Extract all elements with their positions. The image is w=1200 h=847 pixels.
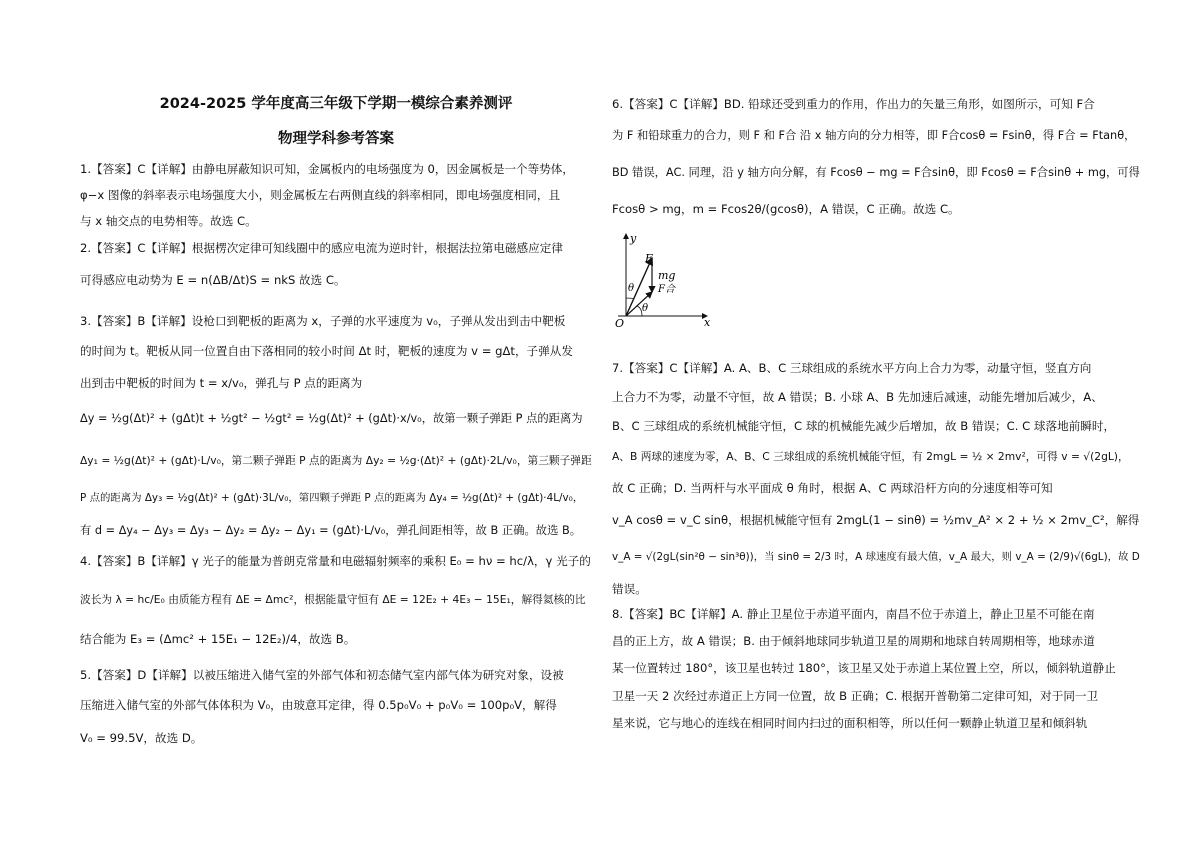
answer-2-line-1: 2.【答案】C【详解】根据楞次定律可知线圈中的感应电流为逆时针，根据法拉第电磁感应定律 <box>80 241 563 255</box>
label-origin: O <box>615 317 625 328</box>
vector-F-he <box>626 292 652 316</box>
answer-1-line-1: 1.【答案】C【详解】由静电屏蔽知识可知，金属板内的电场强度为 0，因金属板是一个等势体， <box>80 162 574 176</box>
answer-2-line-2: 可得感应电动势为 E = n(ΔB/Δt)S = nkS 故选 C。 <box>80 273 346 287</box>
answer-6-line-3: BD 错误，AC. 同理，沿 y 轴方向分解，有 Fcosθ − mg = F合sinθ，即 Fcosθ = F合sinθ + mg，可得 <box>612 166 1140 179</box>
answer-1-line-2: φ−x 图像的斜率表示电场强度大小，则金属板左右两侧直线的斜率相同，即电场强度相同，且 <box>80 188 561 202</box>
answer-6-line-4: Fcosθ > mg，m = Fcos2θ/(gcosθ)，A 错误，C 正确。故选 C。 <box>612 202 960 216</box>
answer-3-line-7: 有 d = Δy₄ − Δy₃ = Δy₃ − Δy₂ = Δy₂ − Δy₁ = (gΔt)·L/v₀，弹孔间距相等，故 B 正确。故选 B。 <box>80 524 582 537</box>
label-y-axis: y <box>630 232 637 245</box>
label-F-he: F合 <box>658 284 675 295</box>
document-title: 2024-2025 学年度高三年级下学期一模综合素养测评 <box>159 96 513 112</box>
answer-7-line-7: v_A = √(2gL(sin²θ − sin³θ))，当 sinθ = 2/3 时，A 球速度有最大值，v_A 最大，则 v_A = (2/9)√(6gL)，故 D <box>612 551 1140 563</box>
answer-4-line-1: 4.【答案】B【详解】γ 光子的能量为普朗克常量和电磁辐射频率的乘积 E₀ = hν = hc/λ，γ 光子的 <box>80 554 591 568</box>
answer-3-line-6: P 点的距离为 Δy₃ = ½g(Δt)² + (gΔt)·3L/v₀，第四颗子弹距 P 点的距离为 Δy₄ = ½g(Δt)² + (gΔt)·4L/v₀， <box>80 492 584 504</box>
answer-7-line-5: 故 C 正确；D. 当两杆与水平面成 θ 角时，根据 A、C 两球沿杆方向的分速度相等可知 <box>612 481 1053 495</box>
answer-3-line-1: 3.【答案】B【详解】设枪口到靶板的距离为 x，子弹的水平速度为 v₀，子弹从发出到击中靶板 <box>80 314 566 328</box>
answer-8-line-3: 某一位置转过 180°，该卫星也转过 180°，该卫星又处于赤道上某位置上空，所以，倾斜轨道静止 <box>612 661 1116 675</box>
answer-8-line-2: 昌的正上方，故 A 错误；B. 由于倾斜地球同步轨道卫星的周期和地球自转周期相等，地球赤道 <box>612 634 1095 648</box>
answer-7-line-8: 错误。 <box>612 582 647 596</box>
answer-4-line-2: 波长为 λ = hc/E₀ 由质能方程有 ΔE = Δmc²，根据能量守恒有 ΔE = 12E₂ + 4E₃ − 15E₁，解得氦核的比 <box>80 593 586 606</box>
answer-7-line-6: v_A cosθ = v_C sinθ，根据机械能守恒有 2mgL(1 − sinθ) = ½mv_A² × 2 + ½ × 2mv_C²，解得 <box>612 513 1140 527</box>
answer-7-line-3: B、C 三球组成的系统机械能守恒，C 球的机械能先减少后增加，故 B 错误；C. C 球落地前瞬时， <box>612 419 1116 433</box>
answer-7-line-2: 上合力不为零，动量不守恒，故 A 错误；B. 小球 A、B 先加速后减速，动能先增加后减少，A、 <box>612 390 1103 404</box>
document-subtitle: 物理学科参考答案 <box>278 131 394 147</box>
label-F: F <box>645 252 653 265</box>
answer-3-line-5: Δy₁ = ½g(Δt)² + (gΔt)·L/v₀，第二颗子弹距 P 点的距离为 Δy₂ = ½g·(Δt)² + (gΔt)·2L/v₀，第三颗子弹距 <box>80 454 592 467</box>
answer-7-line-4: A、B 两球的速度为零，A、B、C 三球组成的系统机械能守恒，有 2mgL = ½ × 2mv²，可得 v = √(2gL)， <box>612 450 1129 463</box>
answer-6-line-2: 为 F 和铅球重力的合力，则 F 和 F合 沿 x 轴方向的分力相等，即 F合cosθ = Fsinθ，得 F合 = Ftanθ， <box>612 129 1136 142</box>
answer-4-line-3: 结合能为 E₃ = (Δmc² + 15E₁ − 12E₂)/4，故选 B。 <box>80 632 356 646</box>
answer-3-line-4: Δy = ½g(Δt)² + (gΔt)t + ½gt² − ½gt² = ½g(Δt)² + (gΔt)·x/v₀，故第一颗子弹距 P 点的距离为 <box>80 412 583 425</box>
answer-1-line-3: 与 x 轴交点的电势相等。故选 C。 <box>80 214 257 228</box>
answer-5-line-2: 压缩进入储气室的外部气体体积为 V₀，由玻意耳定律，得 0.5p₀V₀ + p₀V₀ = 100p₀V，解得 <box>80 698 557 712</box>
answer-3-line-3: 出到击中靶板的时间为 t = x/v₀，弹孔与 P 点的距离为 <box>80 376 363 390</box>
force-vector-diagram <box>612 228 722 328</box>
answer-8-line-4: 卫星一天 2 次经过赤道正上方同一位置，故 B 正确；C. 根据开普勒第二定律可知，对于同一卫 <box>612 689 1099 703</box>
answer-8-line-5: 星来说，它与地心的连线在相同时间内扫过的面积相等，所以任何一颗静止轨道卫星和倾斜轨 <box>612 716 1088 730</box>
answer-6-line-1: 6.【答案】C【详解】BD. 铅球还受到重力的作用，作出力的矢量三角形，如图所示，可知 F合 <box>612 97 1095 111</box>
answer-7-line-1: 7.【答案】C【详解】A. A、B、C 三球组成的系统水平方向上合力为零，动量守恒，竖直方向 <box>612 361 1092 375</box>
label-theta-top: θ <box>628 283 635 294</box>
label-theta-bottom: θ <box>642 303 649 314</box>
angle-arc-top <box>626 298 634 299</box>
answer-5-line-1: 5.【答案】D【详解】以被压缩进入储气室的外部气体和初态储气室内部气体为研究对象，设被 <box>80 668 564 682</box>
answer-3-line-2: 的时间为 t。靶板从同一位置自由下落相同的较小时间 Δt 时，靶板的速度为 v = gΔt，子弹从发 <box>80 344 573 358</box>
label-x-axis: x <box>704 316 711 328</box>
answer-8-line-1: 8.【答案】BC【详解】A. 静止卫星位于赤道平面内，南昌不位于赤道上，静止卫星不可能在南 <box>612 607 1095 621</box>
answer-5-line-3: V₀ = 99.5V，故选 D。 <box>80 731 203 745</box>
label-mg: mg <box>658 269 676 282</box>
